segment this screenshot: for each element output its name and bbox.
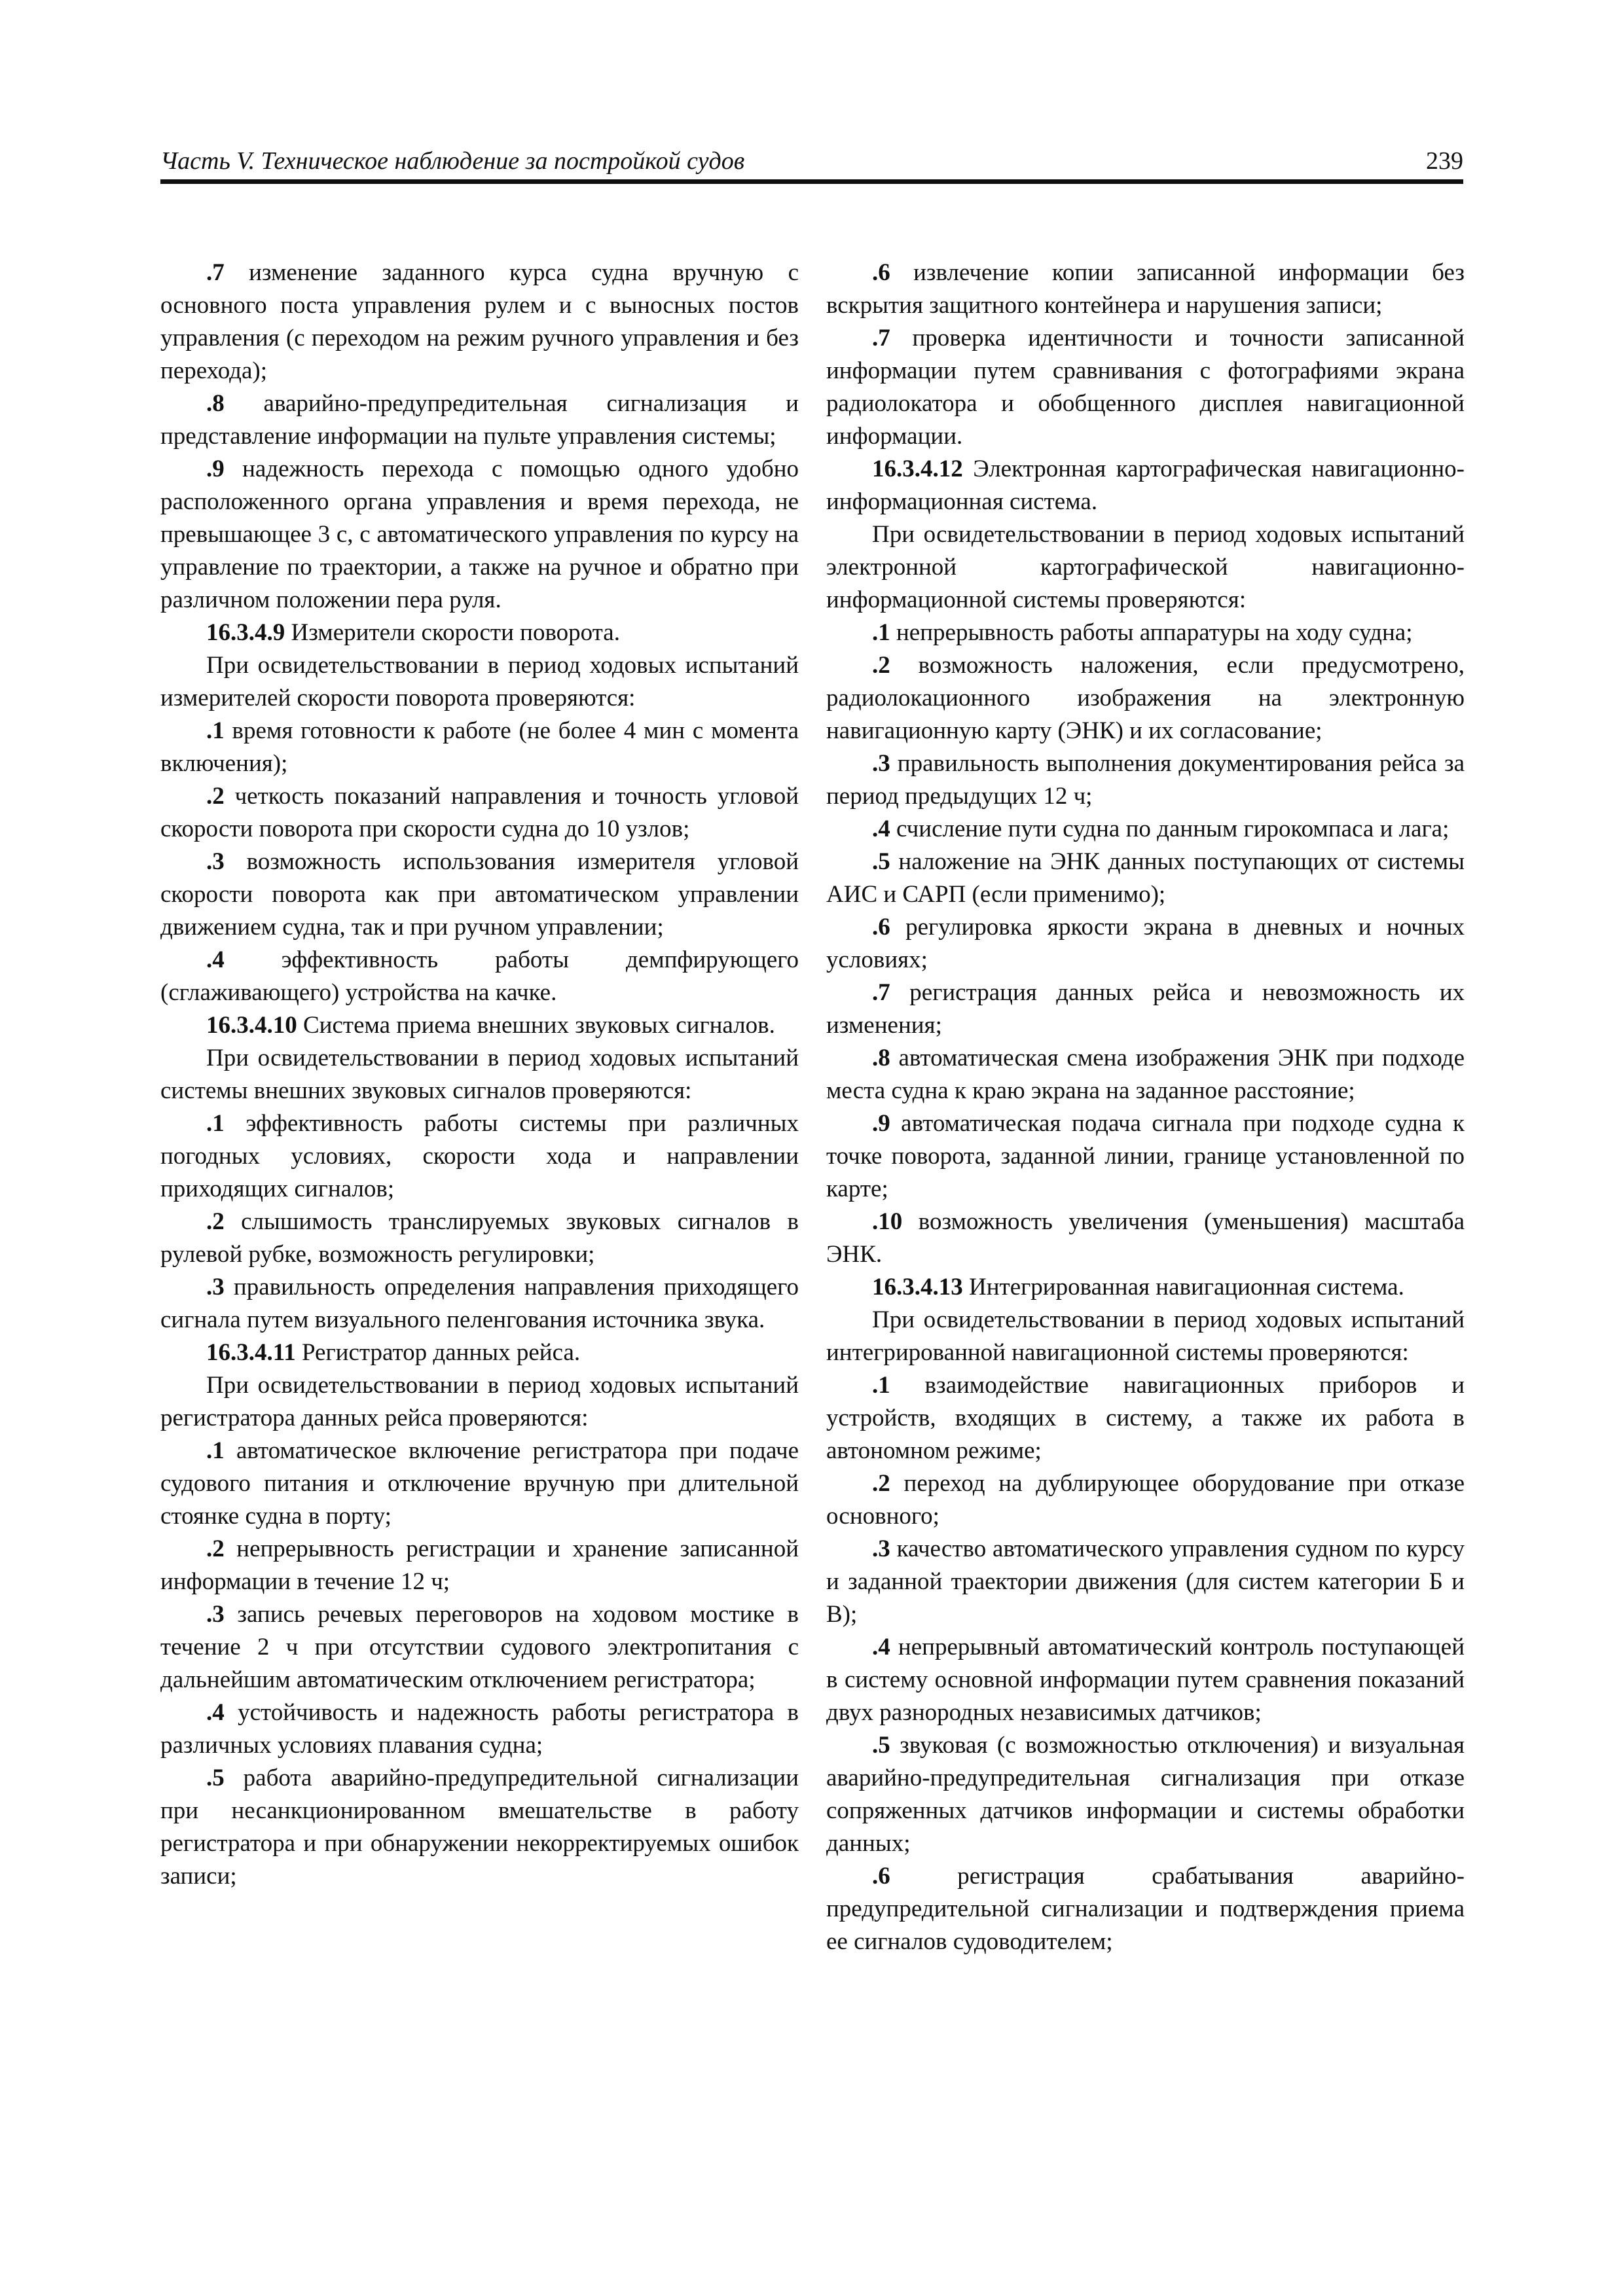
- paragraph-text: наложение на ЭНК данных поступающих от системы АИС и САРП (если применимо);: [826, 848, 1465, 908]
- item-number: 16.3.4.9: [206, 619, 285, 646]
- paragraph: [826, 322, 1465, 453]
- item-number: 16.3.4.11: [206, 1339, 296, 1366]
- paragraph-text: автоматическая смена изображения ЭНК при подходе места судна к краю экрана на заданное расстояние;: [826, 1045, 1465, 1104]
- paragraph: [826, 257, 1465, 322]
- paragraph-text: автоматическое включение регистратора при подаче судового питания и отключение вручную при длительной стоянке судна в порту;: [160, 1437, 799, 1530]
- paragraph: [160, 1271, 799, 1336]
- running-header: [160, 143, 1463, 184]
- item-number: .3: [206, 848, 225, 875]
- paragraph-text: непрерывный автоматический контроль поступающей в систему основной информации путем сравнения показаний двух разнородных независимых датчиков;: [826, 1634, 1465, 1726]
- item-number: 16.3.4.10: [206, 1012, 297, 1039]
- paragraph-text: слышимость транслируемых звуковых сигналов в рулевой рубке, возможность регулировки;: [160, 1208, 799, 1268]
- paragraph: [160, 1369, 799, 1435]
- item-number: 16.3.4.13: [872, 1274, 963, 1300]
- paragraph: [826, 1467, 1465, 1533]
- paragraph: [826, 453, 1465, 518]
- item-number: .1: [206, 1437, 225, 1464]
- item-number: .1: [206, 717, 225, 744]
- paragraph-text: Регистратор данных рейса.: [295, 1339, 581, 1366]
- paragraph-text: запись речевых переговоров на ходовом мостике в течение 2 ч при отсутствии судового электропитания с дальнейшим автоматическим отключением регистратора;: [160, 1601, 799, 1693]
- item-number: .2: [872, 652, 890, 679]
- paragraph-text: При освидетельствовании в период ходовых испытаний регистратора данных рейса проверяются:: [160, 1372, 799, 1431]
- paragraph-text: устойчивость и надежность работы регистратора в различных условиях плавания судна;: [160, 1699, 799, 1759]
- item-number: .5: [872, 1732, 890, 1759]
- paragraph: [160, 1042, 799, 1107]
- item-number: .7: [872, 979, 890, 1006]
- paragraph-text: Интегрированная навигационная система.: [962, 1274, 1404, 1300]
- paragraph-text: качество автоматического управления судном по курсу и заданной траектории движения (для систем категории Б и В);: [826, 1535, 1465, 1628]
- item-number: .9: [872, 1110, 890, 1137]
- paragraph: [160, 649, 799, 715]
- paragraph: [826, 1206, 1465, 1271]
- item-number: .7: [872, 325, 890, 351]
- item-number: .6: [872, 259, 890, 286]
- paragraph: [160, 453, 799, 617]
- paragraph-text: непрерывность работы аппаратуры на ходу судна;: [890, 619, 1413, 646]
- paragraph-text: правильность определения направления приходящего сигнала путем визуального пеленгования источника звука.: [160, 1274, 799, 1333]
- item-number: .9: [206, 456, 225, 482]
- paragraph-text: регистрация срабатывания аварийно-предупредительной сигнализации и подтверждения приема ее сигналов судоводителем;: [826, 1863, 1465, 1955]
- paragraph-text: регулировка яркости экрана в дневных и ночных условиях;: [826, 914, 1465, 973]
- paragraph: [826, 1533, 1465, 1631]
- paragraph: [826, 1304, 1465, 1369]
- paragraph-text: Электронная картографическая навигационно-информационная система.: [826, 456, 1465, 515]
- paragraph: [826, 911, 1465, 977]
- paragraph-text: эффективность работы системы при различных погодных условиях, скорости хода и направлении приходящих сигналов;: [160, 1110, 799, 1202]
- paragraph-text: возможность наложения, если предусмотрено, радиолокационного изображения на электронную навигационную карту (ЭНК) и их согласование;: [826, 652, 1465, 744]
- paragraph: [826, 518, 1465, 617]
- paragraph-text: четкость показаний направления и точность угловой скорости поворота при скорости судна до 10 узлов;: [160, 783, 799, 842]
- item-number: .2: [206, 1535, 225, 1562]
- paragraph: [826, 617, 1465, 649]
- paragraph: [160, 1336, 799, 1369]
- item-number: .8: [206, 390, 225, 417]
- paragraph: [160, 1762, 799, 1893]
- paragraph-text: При освидетельствовании в период ходовых испытаний электронной картографической навигационно-информационной системы проверяются:: [826, 521, 1465, 613]
- paragraph-text: счисление пути судна по данным гирокомпаса и лага;: [890, 816, 1450, 842]
- paragraph-text: возможность увеличения (уменьшения) масштаба ЭНК.: [826, 1208, 1465, 1268]
- paragraph-text: эффективность работы демпфирующего (сглаживающего) устройства на качке.: [160, 946, 799, 1006]
- item-number: .2: [206, 783, 225, 810]
- item-number: .4: [206, 946, 225, 973]
- item-number: .2: [206, 1208, 225, 1235]
- paragraph: [160, 257, 799, 387]
- paragraph-text: надежность перехода с помощью одного удобно расположенного органа управления и время перехода, не превышающее 3 с, с автоматического управления по курсу на управление по траектории, а также на ручное и обратно при различном положении пера руля.: [160, 456, 799, 613]
- item-number: .10: [872, 1208, 903, 1235]
- paragraph-text: автоматическая подача сигнала при подходе судна к точке поворота, заданной линии, границе установленной по карте;: [826, 1110, 1465, 1202]
- item-number: .4: [206, 1699, 225, 1726]
- right-column: [826, 257, 1465, 1958]
- paragraph: [160, 1107, 799, 1206]
- paragraph: [826, 846, 1465, 911]
- paragraph: [826, 1107, 1465, 1206]
- paragraph: [826, 1042, 1465, 1107]
- paragraph-text: возможность использования измерителя угловой скорости поворота как при автоматическом управлении движением судна, так и при ручном управлении;: [160, 848, 799, 941]
- paragraph-text: переход на дублирующее оборудование при отказе основного;: [826, 1470, 1465, 1530]
- paragraph: [160, 1533, 799, 1598]
- item-number: 16.3.4.12: [872, 456, 963, 482]
- paragraph: [160, 387, 799, 453]
- item-number: .6: [872, 1863, 890, 1890]
- item-number: .7: [206, 259, 225, 286]
- item-number: .3: [206, 1274, 225, 1300]
- item-number: .3: [872, 750, 890, 777]
- paragraph: [160, 617, 799, 649]
- paragraph: [826, 1729, 1465, 1860]
- item-number: .8: [872, 1045, 890, 1071]
- item-number: .1: [872, 619, 890, 646]
- paragraph: [826, 649, 1465, 747]
- paragraph-text: правильность выполнения документирования рейса за период предыдущих 12 ч;: [826, 750, 1465, 810]
- item-number: .5: [872, 848, 890, 875]
- paragraph: [160, 846, 799, 944]
- header-title: Часть V. Техническое наблюдение за постройкой судов: [160, 147, 745, 175]
- paragraph: [160, 715, 799, 780]
- page-number: 239: [1426, 147, 1463, 175]
- paragraph-text: непрерывность регистрации и хранение записанной информации в течение 12 ч;: [160, 1535, 799, 1595]
- paragraph: [160, 1009, 799, 1042]
- paragraph: [160, 780, 799, 846]
- paragraph-text: регистрация данных рейса и невозможность их изменения;: [826, 979, 1465, 1039]
- item-number: .3: [206, 1601, 225, 1628]
- paragraph-text: Измерители скорости поворота.: [285, 619, 620, 646]
- paragraph: [826, 1860, 1465, 1958]
- paragraph-text: звуковая (с возможностью отключения) и визуальная аварийно-предупредительная сигнализация при отказе сопряженных датчиков информации и системы обработки данных;: [826, 1732, 1465, 1857]
- item-number: .5: [206, 1765, 225, 1791]
- paragraph-text: аварийно-предупредительная сигнализация и представление информации на пульте управления системы;: [160, 390, 799, 450]
- paragraph: [160, 1435, 799, 1533]
- item-number: .6: [872, 914, 890, 941]
- item-number: .4: [872, 816, 890, 842]
- paragraph: [160, 1696, 799, 1762]
- paragraph: [826, 813, 1465, 846]
- paragraph-text: При освидетельствовании в период ходовых испытаний измерителей скорости поворота проверяются:: [160, 652, 799, 711]
- paragraph: [826, 1271, 1465, 1304]
- paragraph-text: извлечение копии записанной информации без вскрытия защитного контейнера и нарушения записи;: [826, 259, 1465, 319]
- paragraph-text: Система приема внешних звуковых сигналов.: [297, 1012, 775, 1039]
- item-number: .1: [206, 1110, 225, 1137]
- paragraph-text: время готовности к работе (не более 4 мин с момента включения);: [160, 717, 799, 777]
- item-number: .3: [872, 1535, 890, 1562]
- paragraph: [826, 747, 1465, 813]
- item-number: .2: [872, 1470, 890, 1497]
- paragraph: [826, 1369, 1465, 1467]
- paragraph: [826, 977, 1465, 1042]
- paragraph: [826, 1631, 1465, 1729]
- item-number: .1: [872, 1372, 890, 1399]
- left-column: [160, 257, 799, 1893]
- paragraph: [160, 944, 799, 1009]
- paragraph-text: работа аварийно-предупредительной сигнализации при несанкционированном вмешательстве в работу регистратора и при обнаружении некорректируемых ошибок записи;: [160, 1765, 799, 1890]
- item-number: .4: [872, 1634, 890, 1660]
- paragraph-text: При освидетельствовании в период ходовых испытаний интегрированной навигационной системы проверяются:: [826, 1306, 1465, 1366]
- paragraph-text: проверка идентичности и точности записанной информации путем сравнивания с фотографиями экрана радиолокатора и обобщенного дисплея навигационной информации.: [826, 325, 1465, 450]
- paragraph-text: изменение заданного курса судна вручную с основного поста управления рулем и с выносных постов управления (с переходом на режим ручного управления и без перехода);: [160, 259, 799, 384]
- paragraph: [160, 1598, 799, 1696]
- paragraph-text: взаимодействие навигационных приборов и устройств, входящих в систему, а также их работа в автономном режиме;: [826, 1372, 1465, 1464]
- paragraph-text: При освидетельствовании в период ходовых испытаний системы внешних звуковых сигналов проверяются:: [160, 1045, 799, 1104]
- paragraph: [160, 1206, 799, 1271]
